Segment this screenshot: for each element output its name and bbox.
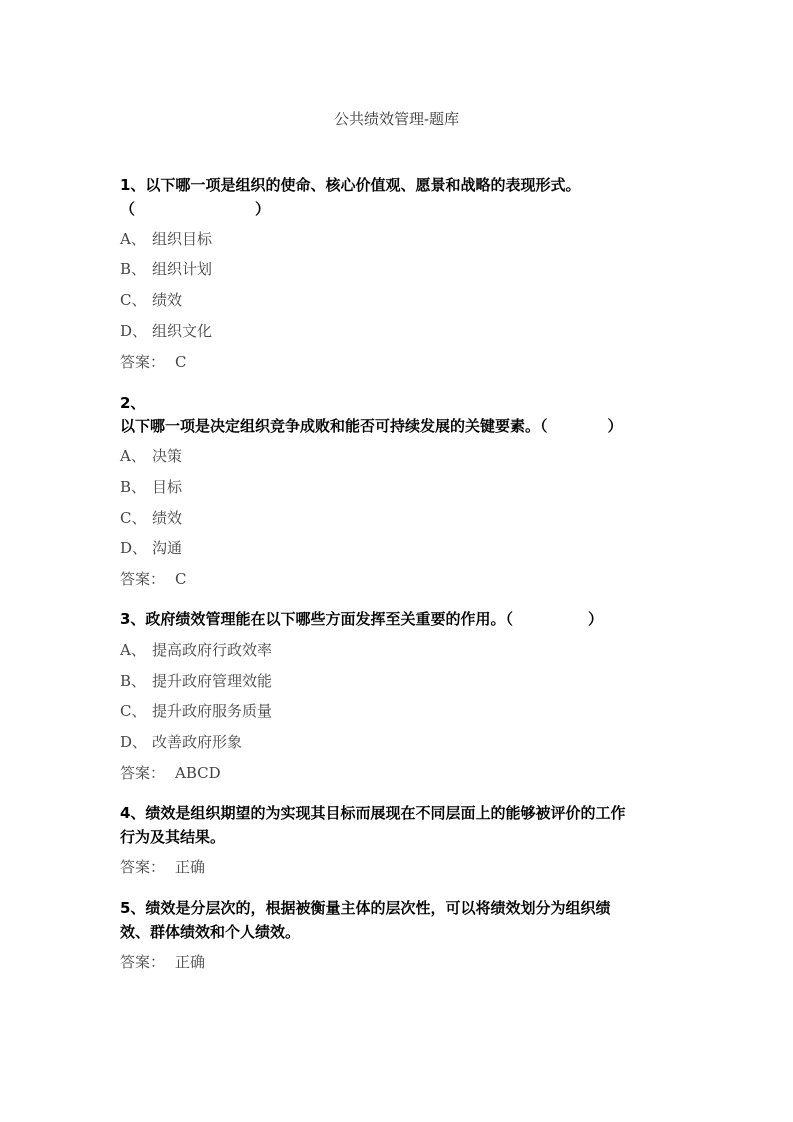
option-label: D、 [120,322,148,340]
question-text: （ ） [120,200,271,218]
option-item [120,640,272,660]
option-text: 组织目标 [152,230,213,248]
option-text: 改善政府形象 [152,733,243,751]
question-text: 4、绩效是组织期望的为实现其目标而展现在不同层面上的能够被评价的工作 [120,804,626,822]
option-text: 提升政府服务质量 [152,702,273,720]
answer-value: 正确 [175,858,206,876]
answer-label: 答案： [120,353,166,371]
option-item [120,446,182,466]
answer-label: 答案： [120,764,166,782]
answer-value: 正确 [175,953,206,971]
option-label: D、 [120,733,148,751]
option-item [120,538,182,558]
answer-line [120,352,186,372]
option-text: 绩效 [152,291,183,309]
option-label: B、 [120,260,147,278]
option-label: B、 [120,478,147,496]
question-text: 效、群体绩效和个人绩效。 [120,923,301,941]
question-text: 5、绩效是分层次的，根据被衡量主体的层次性，可以将绩效划分为组织绩 [120,899,611,917]
option-text: 组织计划 [152,260,213,278]
option-label: C、 [120,509,147,527]
answer-value: C [175,353,187,371]
answer-line [120,763,221,783]
answer-label: 答案： [120,858,166,876]
answer-value: C [175,570,187,588]
option-text: 提高政府行政效率 [152,641,273,659]
option-text: 绩效 [152,509,183,527]
option-label: A、 [120,230,146,248]
option-text: 提升政府管理效能 [152,672,273,690]
option-label: C、 [120,291,147,309]
answer-line [120,857,205,877]
option-label: A、 [120,641,146,659]
option-item [120,671,272,691]
question-text: 以下哪一项是决定组织竞争成败和能否可持续发展的关键要素。（ ） [120,417,623,435]
option-text: 目标 [152,478,183,496]
answer-line [120,569,186,589]
option-text: 组织文化 [152,322,213,340]
option-label: D、 [120,539,148,557]
option-text: 沟通 [152,539,183,557]
option-label: C、 [120,702,147,720]
option-item [120,508,182,528]
option-item [120,321,212,341]
option-item [120,477,182,497]
answer-label: 答案： [120,953,166,971]
question-text: 3、政府绩效管理能在以下哪些方面发挥至关重要的作用。（ ） [120,610,603,628]
option-text: 决策 [152,447,183,465]
answer-line [120,952,205,972]
option-item [120,732,242,752]
option-item [120,701,272,721]
option-item [120,290,182,310]
option-label: A、 [120,447,146,465]
answer-label: 答案： [120,570,166,588]
option-item [120,259,212,279]
option-label: B、 [120,672,147,690]
question-text: 1、以下哪一项是组织的使命、核心价值观、愿景和战略的表现形式。 [120,176,581,194]
question-text: 行为及其结果。 [120,828,226,846]
question-text: 2、 [120,394,146,412]
answer-value: ABCD [175,764,221,782]
document-title: 公共绩效管理-题库 [333,110,460,128]
option-item [120,229,212,249]
